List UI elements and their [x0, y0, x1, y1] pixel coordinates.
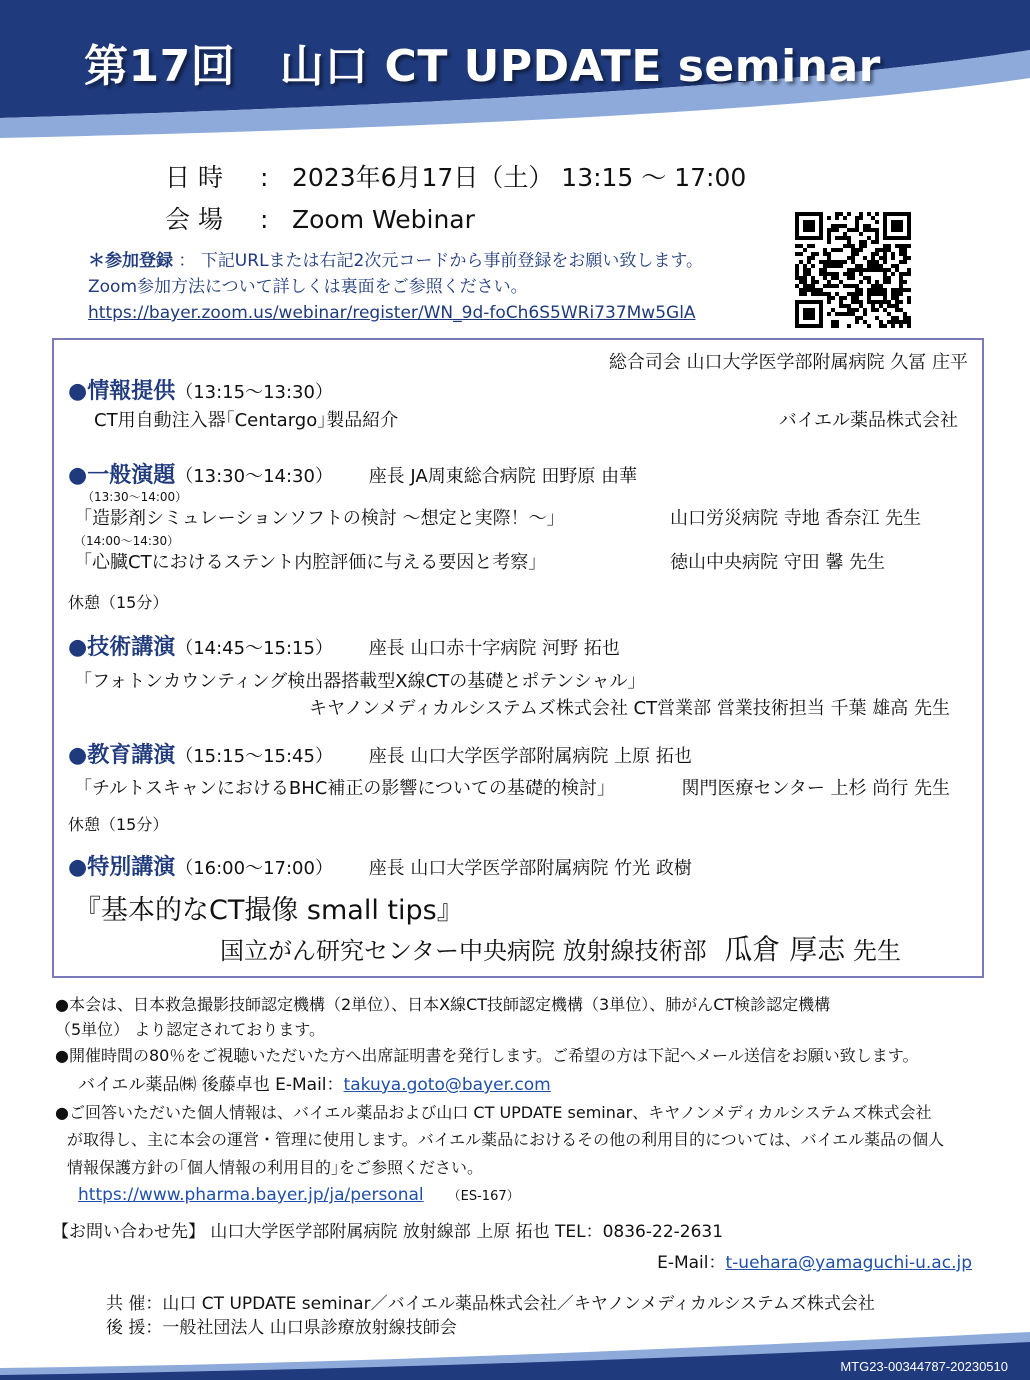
edu-speaker: 関門医療センター 上杉 尚行 先生 — [681, 778, 950, 799]
registration-link[interactable]: https://bayer.zoom.us/webinar/register/WN_9d-foCh6S5WRi737Mw5GlA — [88, 303, 696, 323]
session-info-heading: ●情報提供（13:15～13:30） — [68, 379, 333, 404]
talk1-time: （13:30～14:00） — [82, 490, 188, 504]
session-edu-heading: ●教育講演（15:15～15:45） 座長 山口大学医学部附属病院 上原 拓也 — [68, 743, 692, 768]
session-tech-chair: 座長 山口赤十字病院 河野 拓也 — [368, 638, 620, 659]
note-3-url-row: https://www.pharma.bayer.jp/ja/personal （ES-167） — [78, 1185, 520, 1205]
session-general-heading: ●一般演題（13:30～14:30） 座長 JA周東総合病院 田野原 由華 — [68, 463, 638, 488]
date-value: 2023年6月17日（土） 13:15 ～ 17:00 — [292, 163, 747, 192]
talk1-speaker: 山口労災病院 寺地 香奈江 先生 — [670, 508, 922, 529]
break-1: 休憩（15分） — [68, 593, 169, 612]
special-speaker: 国立がん研究センター中央病院 放射線技術部 瓜倉 厚志 先生 — [220, 933, 901, 966]
goto-email-link[interactable]: takuya.goto@bayer.com — [343, 1075, 551, 1095]
talk2-time: （14:00～14:30） — [74, 534, 180, 548]
contact-email-link[interactable]: t-uehara@yamaguchi-u.ac.jp — [725, 1253, 972, 1273]
tech-speaker: キヤノンメディカルシステムズ株式会社 CT営業部 営業技術担当 千葉 雄高 先生 — [309, 698, 950, 719]
registration-label: ＊参加登録 — [88, 251, 173, 271]
venue-value: Zoom Webinar — [292, 205, 475, 234]
moderator: 総合司会 山口大学医学部附属病院 久冨 庄平 — [608, 352, 968, 373]
note-3-line3: 情報保護方針の｢個人情報の利用目的｣をご参照ください。 — [67, 1158, 484, 1177]
session-tech-heading: ●技術講演（14:45～15:15） 座長 山口赤十字病院 河野 拓也 — [68, 635, 620, 660]
program-box — [52, 338, 984, 978]
contact-line: 【お問い合わせ先】 山口大学医学部附属病院 放射線部 上原 拓也 TEL：0836-22-2631 — [52, 1222, 724, 1242]
note-1-line1: ●本会は、日本救急撮影技師認定機構（2単位）、日本X線CT技師認定機構（3単位）、肺がんCT検診認定機構 — [55, 995, 831, 1014]
tech-talk: 「フォトンカウンティング検出器搭載型X線CTの基礎とポテンシャル」 — [74, 671, 646, 692]
special-talk: 『基本的なCT撮像 small tips』 — [74, 895, 464, 926]
session-general-chair: 座長 JA周東総合病院 田野原 由華 — [368, 466, 638, 487]
support-line: 後 援：一般社団法人 山口県診療放射線技師会 — [106, 1318, 457, 1338]
note-2-line1: ●開催時間の80％をご視聴いただいた方へ出席証明書を発行します。ご希望の方は下記へメール送信をお願い致します。 — [55, 1046, 919, 1065]
talk2-title: 「心臓CTにおけるステント内腔評価に与える要因と考察」 — [74, 552, 547, 573]
event-venue-row: 会 場 : Zoom Webinar — [165, 200, 475, 236]
session-special-chair: 座長 山口大学医学部附属病院 竹光 政樹 — [368, 858, 692, 879]
talk2-speaker: 徳山中央病院 守田 馨 先生 — [670, 552, 886, 573]
note-3-line2: が取得し、主に本会の運営・管理に使用します。バイエル薬品におけるその他の利用目的については、バイエル薬品の個人 — [67, 1130, 945, 1149]
date-label: 日 時 — [165, 163, 223, 192]
privacy-policy-link[interactable]: https://www.pharma.bayer.jp/ja/personal — [78, 1185, 424, 1205]
registration-note: Zoom参加方法について詳しくは裏面をご参照ください。 — [88, 277, 528, 297]
edu-talk: 「チルトスキャンにおけるBHC補正の影響についての基礎的検討」 — [74, 778, 616, 799]
note-2-contact: バイエル薬品㈱ 後藤卓也 E-Mail：takuya.goto@bayer.com — [78, 1075, 551, 1095]
contact-email-row: E-Mail：t-uehara@yamaguchi-u.ac.jp — [657, 1253, 972, 1273]
session-info-item: CT用自動注入器｢Centargo｣製品紹介 — [94, 410, 399, 431]
break-2: 休憩（15分） — [68, 815, 169, 834]
footer-code: MTG23-00344787-20230510 — [840, 1359, 1008, 1374]
event-date-row: 日 時 : 2023年6月17日（土） 13:15 ～ 17:00 — [165, 158, 746, 194]
page-title: 第17回 山口 CT UPDATE seminar — [84, 41, 881, 92]
talk1-title: 「造影剤シミュレーションソフトの検討 ～想定と実際！～」 — [74, 508, 565, 529]
session-special-heading: ●特別講演（16:00～17:00） 座長 山口大学医学部附属病院 竹光 政樹 — [68, 855, 692, 880]
venue-label: 会 場 — [165, 205, 223, 234]
cohost-line: 共 催：山口 CT UPDATE seminar／バイエル薬品株式会社／キヤノンメディカルシステムズ株式会社 — [106, 1294, 875, 1314]
qr-code-icon[interactable] — [795, 212, 911, 328]
session-info-org: バイエル薬品株式会社 — [778, 410, 958, 431]
session-edu-chair: 座長 山口大学医学部附属病院 上原 拓也 — [368, 746, 692, 767]
note-3-line1: ●ご回答いただいた個人情報は、バイエル薬品および山口 CT UPDATE seminar、キヤノンメディカルシステムズ株式会社 — [55, 1103, 932, 1122]
note-1-line2: （5単位） より認定されております。 — [55, 1020, 325, 1039]
registration-info: ＊参加登録 ： 下記URLまたは右記2次元コードから事前登録をお願い致します。 Zoom参加方法について詳しくは裏面をご参照ください。 https://bayer.zoom.us/webinar/register/WN_9d-foCh6S5WRi737Mw5GlA — [88, 251, 703, 323]
